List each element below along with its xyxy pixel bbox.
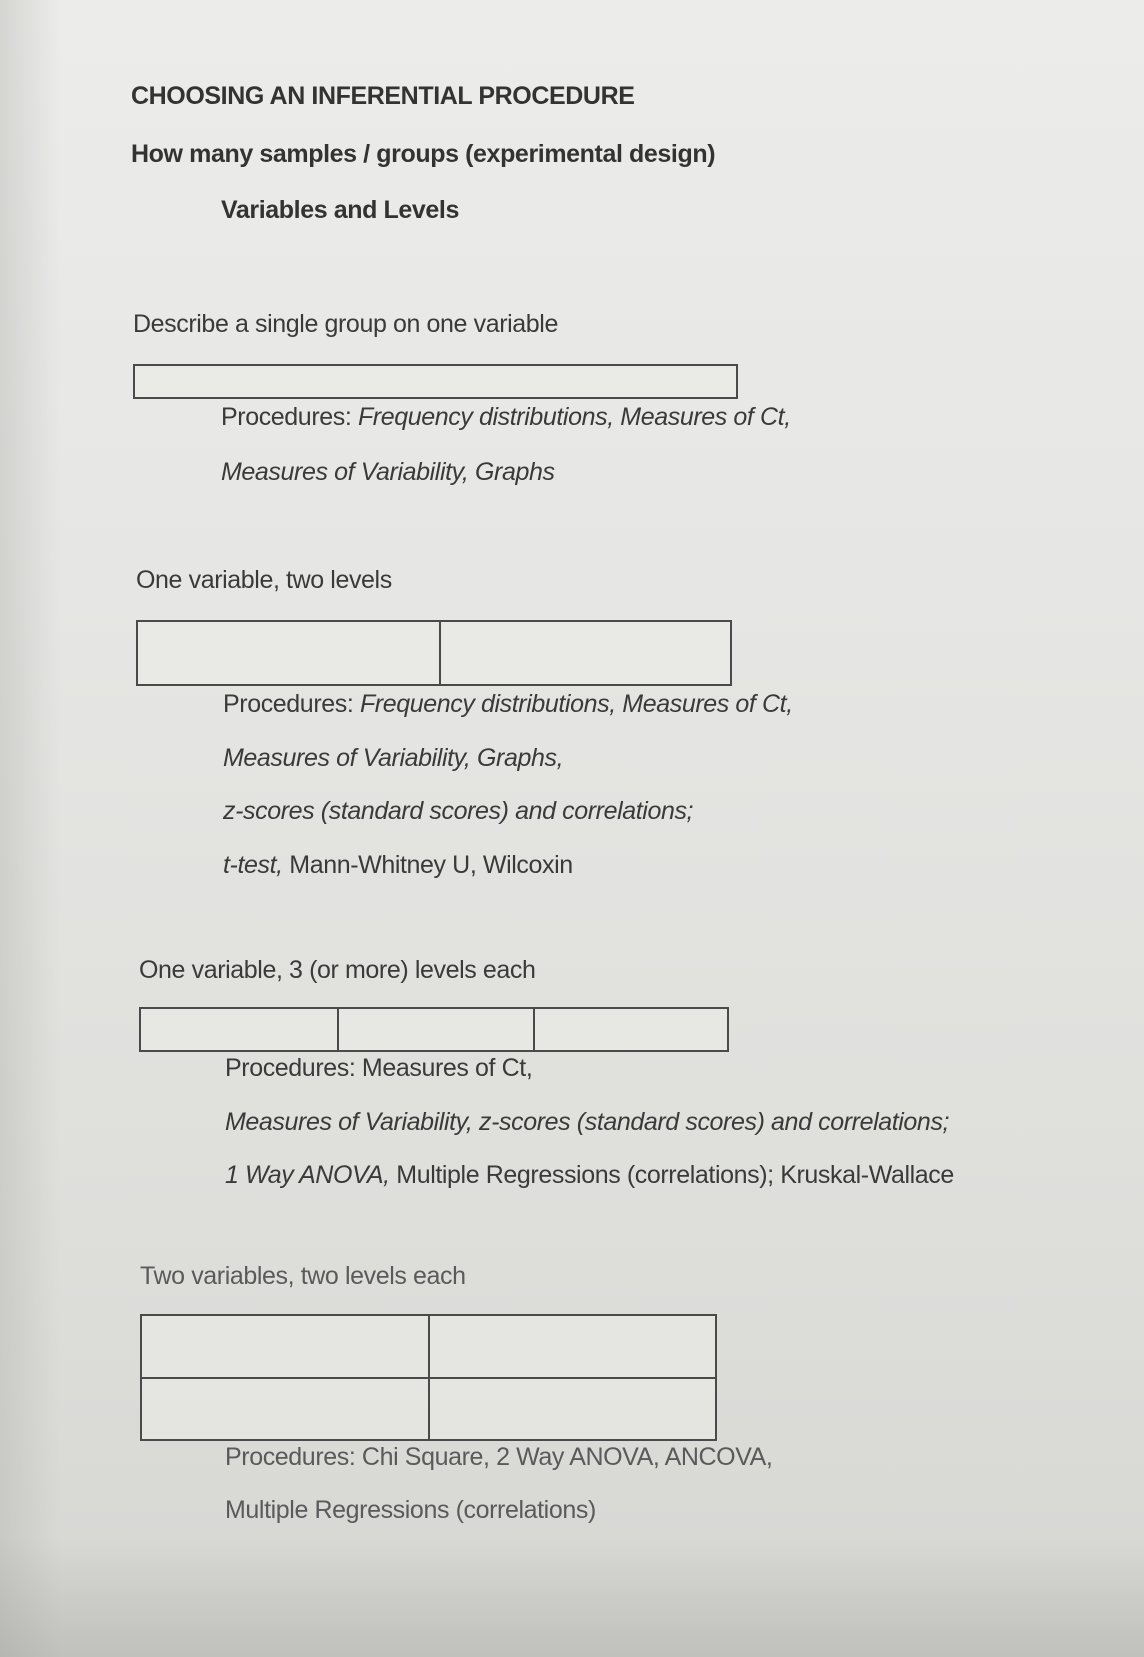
section-4-procedures-line-1: Procedures: Chi Square, 2 Way ANOVA, ANCOVA, (225, 1443, 773, 1471)
page-shadow-left (0, 0, 60, 1657)
section-1-procedures-line-2: Measures of Variability, Graphs (221, 458, 555, 486)
two-level-diagram (136, 620, 732, 686)
section-4-procedures-line-2: Multiple Regressions (correlations) (225, 1496, 596, 1524)
section-2-heading: One variable, two levels (136, 566, 392, 594)
section-3-heading: One variable, 3 (or more) levels each (139, 956, 536, 984)
document-title: CHOOSING AN INFERENTIAL PROCEDURE (131, 82, 635, 110)
document-subtitle: How many samples / groups (experimental design) (131, 140, 716, 168)
single-group-diagram (133, 364, 738, 399)
diagram-divider (533, 1009, 535, 1050)
procedures-text: Frequency distributions, Measures of Ct, (357, 403, 791, 431)
section-4-heading: Two variables, two levels each (140, 1262, 466, 1290)
page-shadow-bottom (0, 1537, 1144, 1657)
diagram-divider (337, 1009, 339, 1050)
two-by-two-diagram (140, 1314, 717, 1441)
procedures-italic-text: 1 Way ANOVA, (225, 1161, 390, 1189)
section-3-procedures-line-2: Measures of Variability, z-scores (standard scores) and correlations; (225, 1108, 950, 1136)
section-1-heading: Describe a single group on one variable (133, 310, 558, 338)
procedures-text: Multiple Regressions (correlations); Kruskal-Wallace (396, 1161, 954, 1189)
section-2-procedures-line-3: z-scores (standard scores) and correlations; (223, 797, 694, 825)
procedures-text: Mann-Whitney U, Wilcoxin (289, 851, 573, 879)
procedures-label: Procedures: (223, 690, 354, 718)
procedures-italic-text: t-test, (223, 851, 283, 879)
section-2-procedures-line-4 (223, 851, 573, 880)
diagram-divider (439, 622, 441, 684)
procedures-text: Frequency distributions, Measures of Ct, (359, 690, 793, 718)
section-2-procedures-line-2: Measures of Variability, Graphs, (223, 744, 564, 772)
section-2-procedures-line-1 (223, 690, 793, 719)
procedures-label: Procedures: (221, 403, 352, 431)
diagram-divider (142, 1377, 715, 1379)
section-1-procedures-line-1 (221, 403, 791, 432)
section-subheading: Variables and Levels (221, 196, 459, 224)
section-3-procedures-line-1: Procedures: Measures of Ct, (225, 1054, 533, 1082)
three-level-diagram (139, 1007, 729, 1052)
section-3-procedures-line-3 (225, 1161, 954, 1190)
